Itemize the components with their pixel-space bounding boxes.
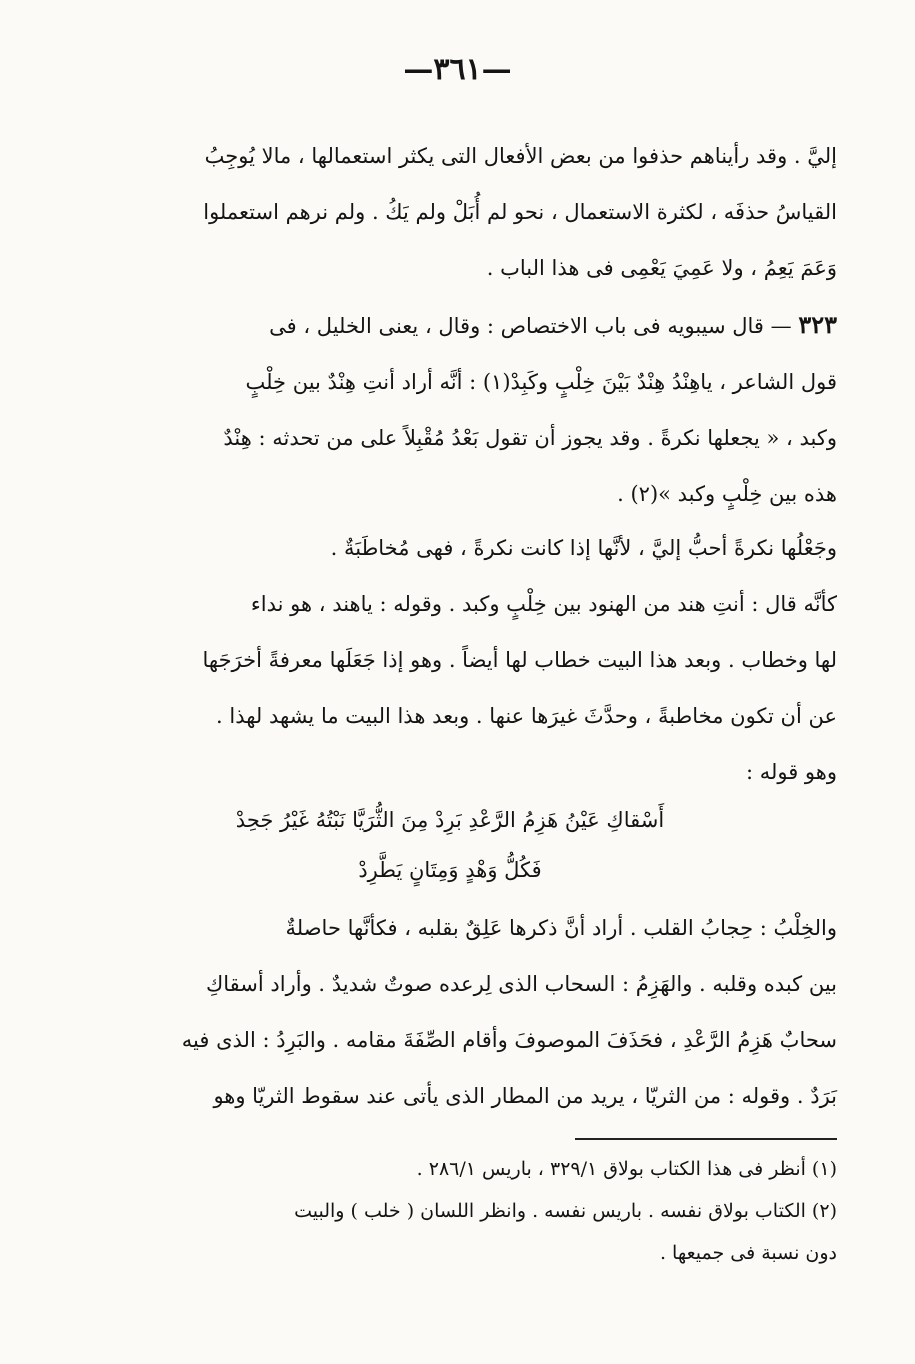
paragraph-1 (115, 128, 837, 296)
text-line (115, 297, 837, 354)
text-line: بين كبده وقلبه . والهَزِمُ : السحاب الذى لِرعده صوتٌ شديدٌ . وأراد أسقاكِ (205, 972, 837, 996)
text-line: بَرَدٌ . وقوله : من الثريّا ، يريد من المطار الذى يأتى عند سقوط الثريّا وهو (213, 1084, 837, 1108)
text-line: سحابٌ هَزِمُ الرَّعْدِ ، فحَذَفَ الموصوفَ وأقام الصِّفَةَ مقامه . والبَرِدُ : الذى فيه (181, 1028, 837, 1052)
footnote-2-continued: دون نسبة فى جميعها . (659, 1242, 837, 1264)
paragraph-4 (115, 900, 837, 1124)
text-line: والخِلْبُ : حِجابُ القلب . أراد أنَّ ذكرها عَلِقٌ بقلبه ، فكأنَّها حاصلةٌ (285, 916, 837, 940)
footnotes (100, 1148, 837, 1274)
text-line: إليَّ . وقد رأيناهم حذفوا من بعض الأفعال التى يكثر استعمالها ، مالا يُوجِبُ (204, 144, 837, 168)
text-line: لها وخطاب . وبعد هذا البيت خطاب لها أيضاً . وهو إذا جَعَلَها معرفةً أخرَجَها (202, 648, 837, 672)
footnote-2: (٢) الكتاب بولاق نفسه . باريس نفسه . وانظر اللسان ( خلب ) والبيت (294, 1200, 837, 1222)
text-line: وكبد ، « يجعلها نكرةً . وقد يجوز أن تقول بَعْدُ مُقْبِلاً على من تحدثه : هِنْدٌ (223, 426, 837, 450)
text-line: القياسُ حذفَه ، لكثرة الاستعمال ، نحو لم أُبَلْ ولم يَكُ . ولم نرهم استعملوا (203, 200, 837, 224)
page-number: —٣٦١— (403, 52, 512, 87)
text-line: قول الشاعر ، ياهِنْدُ هِنْدٌ بَيْنَ خِلْبٍ وكَبِدْ(١) : أنَّه أراد أنتِ هِنْدٌ بين خِلْبٍ (245, 370, 837, 394)
footnote-1: (١) أنظر فى هذا الكتاب بولاق ٣٢٩/١ ، باريس ٢٨٦/١ . (416, 1158, 837, 1180)
text-line: وهو قوله : (745, 760, 837, 784)
entry-323 (115, 297, 837, 522)
paragraph-3 (115, 520, 837, 800)
verse-line-1: أَسْقاكِ عَيْنُ هَزِمُ الرَّعْدِ بَرِدْ مِنَ الثُّرَيَّا نَبْتُهُ غَيْرُ جَحِدْ (235, 808, 665, 832)
text-line: وَعَمَ يَعِمُ ، ولا عَمِيَ يَعْمِى فى هذا الباب . (486, 256, 837, 280)
text-line: عن أن تكون مخاطبةً ، وحدَّثَ غيرَها عنها . وبعد هذا البيت ما يشهد لهذا . (216, 704, 837, 728)
entry-number: ٣٢٣ (798, 310, 837, 339)
text-line: وجَعْلُها نكرةً أحبُّ إليَّ ، لأنَّها إذا كانت نكرةً ، فهى مُخاطَبَةٌ . (330, 536, 837, 560)
text-line: هذه بين خِلْبٍ وكبد »(٢) . (617, 482, 837, 506)
footnote-divider (575, 1138, 837, 1140)
text-line: كأنَّه قال : أنتِ هند من الهنود بين خِلْبٍ وكبد . وقوله : ياهند ، هو نداء (250, 592, 837, 616)
entry-first-line: — قال سيبويه فى باب الاختصاص : وقال ، يعنى الخليل ، فى (269, 314, 792, 338)
verse-line-2: فَكُلُّ وَهْدٍ وَمِتَانٍ يَطَّرِدْ (358, 858, 542, 882)
